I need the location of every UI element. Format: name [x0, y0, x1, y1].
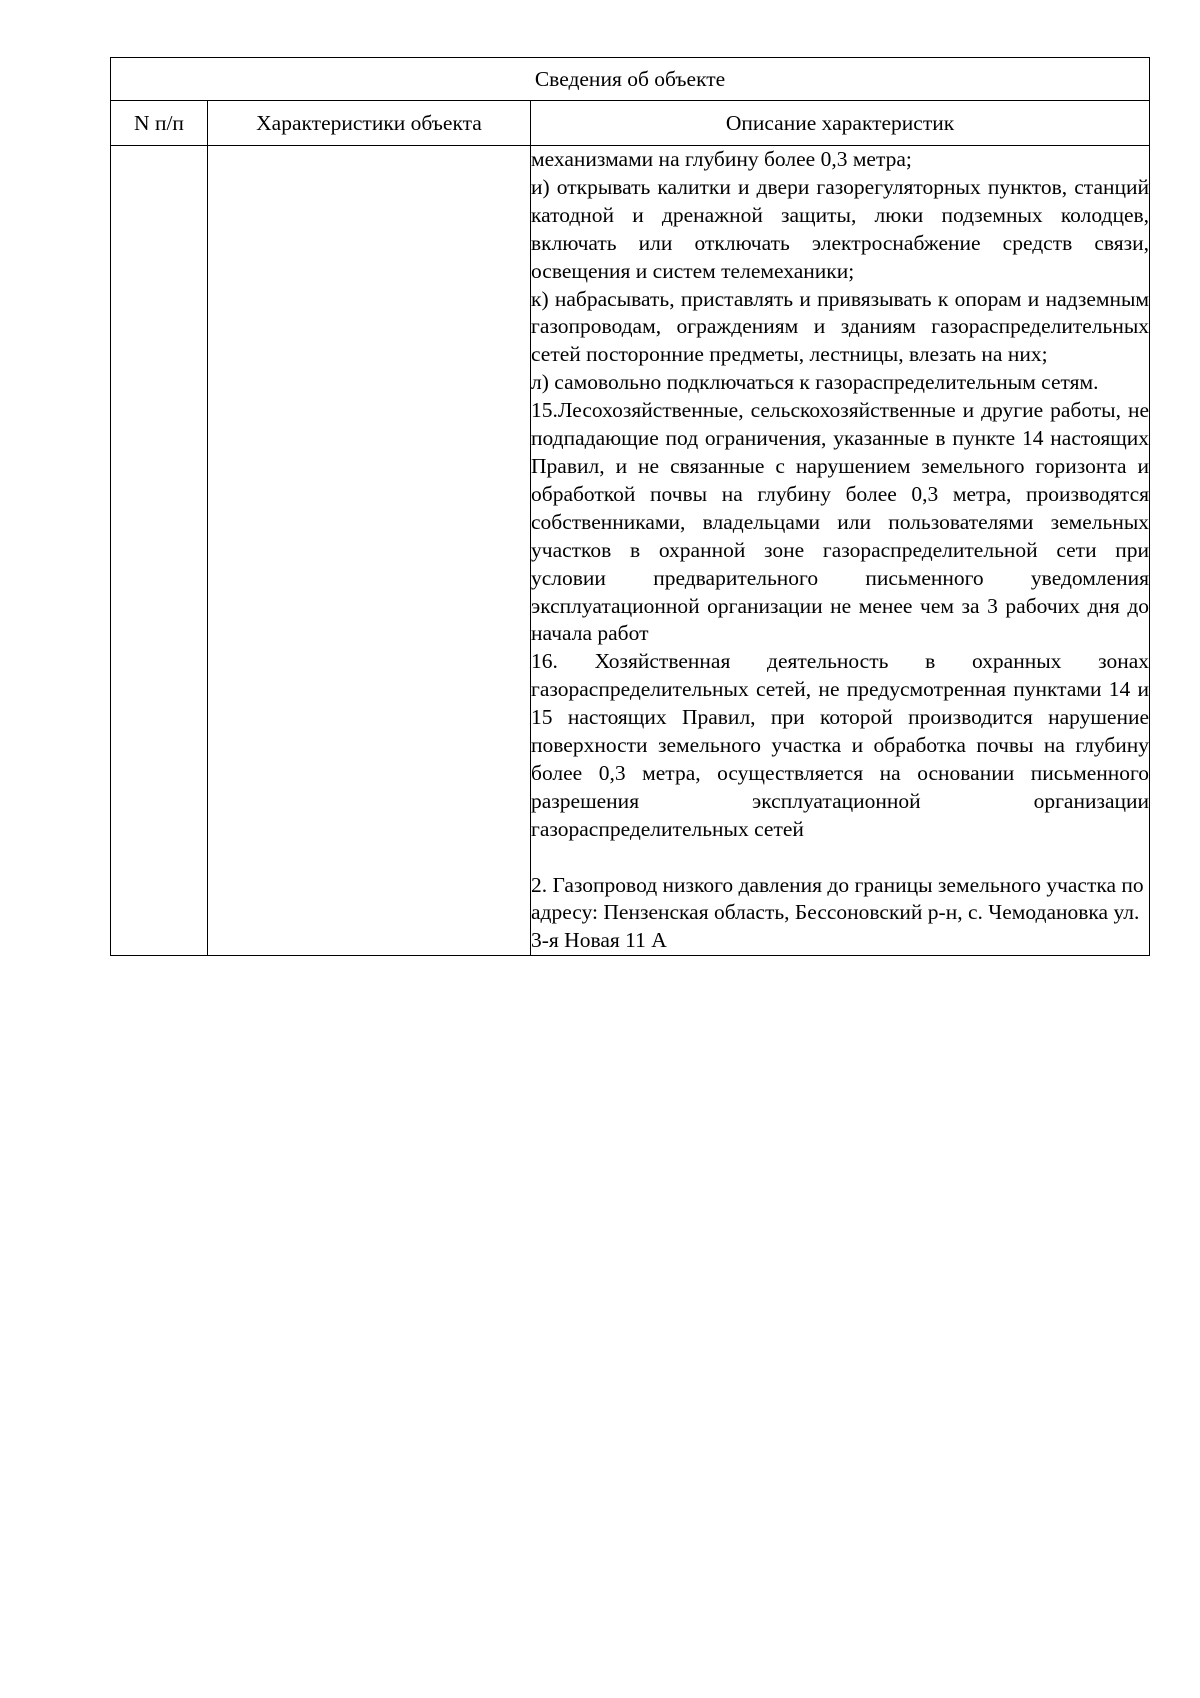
header-number: N п/п — [111, 101, 208, 146]
table-caption: Сведения об объекте — [111, 58, 1150, 101]
object-address: 2. Газопровод низкого давления до границы земельного участка по адресу: Пензенская область, Бессоновский р-н, с. Чемодановка ул. 3-я Новая 11 А — [531, 872, 1144, 953]
description-paragraph: к) набрасывать, приставлять и привязывать к опорам и надземным газопроводам, ограждениям и зданиям газораспределительных сетей посторонние предметы, лестницы, влезать на них; — [531, 286, 1150, 367]
table-header-row — [111, 101, 1150, 146]
description-paragraph: 15.Лесохозяйственные, сельскохозяйственные и другие работы, не подпадающие под ограничения, указанные в пункте 14 настоящих Правил, и не связанные с нарушением земельного горизонта и обработкой почвы на глубину более 0,3 метра, производятся собственниками, владельцами или пользователями земельных участков в охранной зоне газораспределительной сети при условии предварительного письменного уведомления эксплуатационной организации не менее чем за 3 рабочих дня до начала работ — [531, 398, 1150, 646]
paragraph-spacer — [531, 844, 1149, 872]
header-characteristics: Характеристики объекта — [208, 101, 531, 146]
table-row — [111, 146, 1150, 956]
row-number-cell — [111, 146, 208, 956]
description-paragraph: механизмами на глубину более 0,3 метра; — [531, 147, 912, 171]
object-info-table — [110, 57, 1150, 956]
row-characteristic-cell — [208, 146, 531, 956]
row-description-cell — [531, 146, 1150, 956]
table-caption-row — [111, 58, 1150, 101]
header-description: Описание характеристик — [531, 101, 1150, 146]
description-paragraph: л) самовольно подключаться к газораспределительным сетям. — [531, 370, 1099, 395]
description-paragraph: 16. Хозяйственная деятельность в охранных зонах газораспределительных сетей, не предусмотренная пунктами 14 и 15 настоящих Правил, при которой производится нарушение поверхности земельного участка и обработка почвы на глубину более 0,3 метра, осуществляется на основании письменного разрешения эксплуатационной организации газораспределительных сетей — [531, 649, 1150, 841]
description-paragraph: и) открывать калитки и двери газорегуляторных пунктов, станций катодной и дренажной защиты, люки подземных колодцев, включать или отключать электроснабжение средств связи, освещения и систем телемеханики; — [531, 174, 1150, 283]
